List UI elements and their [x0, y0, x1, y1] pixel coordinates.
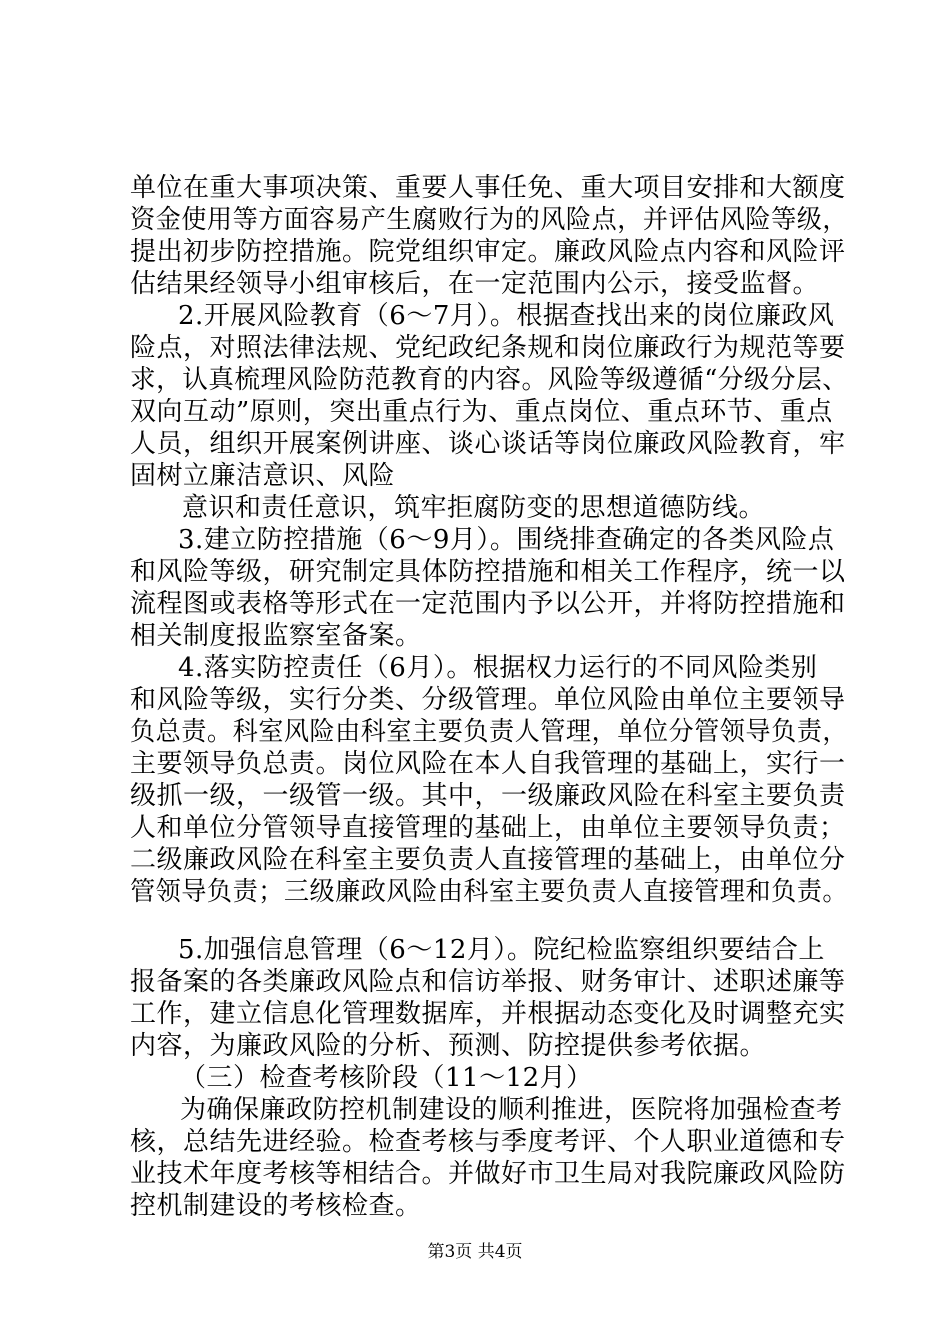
- body-line: 业技术年度考核等相结合。并做好市卫生局对我院廉政风险防: [130, 1159, 846, 1189]
- body-line: 求，认真梳理风险防范教育的内容。风险等级遵循“分级分层、: [130, 365, 849, 395]
- body-line: 险点，对照法律法规、党纪政纪条规和岗位廉政行为规范等要: [130, 333, 846, 363]
- body-line: 人员，组织开展案例讲座、谈心谈话等岗位廉政风险教育，牢: [130, 429, 846, 459]
- body-line: 主要领导负总责。岗位风险在本人自我管理的基础上，实行一: [130, 749, 846, 779]
- body-line: 资金使用等方面容易产生腐败行为的风险点，并评估风险等级，: [130, 205, 849, 235]
- page-number-footer: 第3页 共4页: [427, 1242, 523, 1262]
- body-line: 和风险等级，实行分类、分级管理。单位风险由单位主要领导: [130, 685, 846, 715]
- body-line: 4.落实防控责任（6月）。根据权力运行的不同风险类别: [178, 653, 818, 683]
- body-line: 提出初步防控措施。院党组织审定。廉政风险点内容和风险评: [130, 237, 846, 267]
- body-line: 控机制建设的考核检查。: [130, 1191, 422, 1221]
- body-line: 单位在重大事项决策、重要人事任免、重大项目安排和大额度: [130, 173, 846, 203]
- body-line: 固树立廉洁意识、风险: [130, 461, 396, 491]
- body-line: 级抓一级，一级管一级。其中，一级廉政风险在科室主要负责: [130, 781, 846, 811]
- body-line: 核，总结先进经验。检查考核与季度考评、个人职业道德和专: [130, 1127, 846, 1157]
- body-line: 和风险等级，研究制定具体防控措施和相关工作程序，统一以: [130, 557, 846, 587]
- body-line: 意识和责任意识，筑牢拒腐防变的思想道德防线。: [182, 493, 766, 523]
- body-line: 人和单位分管领导直接管理的基础上，由单位主要领导负责；: [130, 813, 846, 843]
- body-line: 内容，为廉政风险的分析、预测、防控提供参考依据。: [130, 1031, 767, 1061]
- body-line: 为确保廉政防控机制建设的顺利推进，医院将加强检查考: [180, 1095, 843, 1125]
- body-line: 报备案的各类廉政风险点和信访举报、财务审计、述职述廉等: [130, 967, 846, 997]
- body-line: 3.建立防控措施（6～9月）。围绕排查确定的各类风险点: [178, 525, 835, 555]
- body-line: 5.加强信息管理（6～12月）。院纪检监察组织要结合上: [178, 935, 825, 965]
- body-line: 流程图或表格等形式在一定范围内予以公开，并将防控措施和: [130, 589, 846, 619]
- body-line: 二级廉政风险在科室主要负责人直接管理的基础上，由单位分: [130, 845, 846, 875]
- body-line: 相关制度报监察室备案。: [130, 621, 422, 651]
- body-line: 管领导负责；三级廉政风险由科室主要负责人直接管理和负责。: [130, 877, 849, 907]
- body-line: 估结果经领导小组审核后，在一定范围内公示，接受监督。: [130, 269, 820, 299]
- body-line: 负总责。科室风险由科室主要负责人管理，单位分管领导负责，: [130, 717, 849, 747]
- body-line: 2.开展风险教育（6～7月）。根据查找出来的岗位廉政风: [178, 301, 835, 331]
- body-line: 工作，建立信息化管理数据库，并根据动态变化及时调整充实: [130, 999, 846, 1029]
- body-line: 双向互动”原则，突出重点行为、重点岗位、重点环节、重点: [130, 397, 833, 427]
- section-heading: （三）检查考核阶段（11～12月）: [180, 1063, 593, 1093]
